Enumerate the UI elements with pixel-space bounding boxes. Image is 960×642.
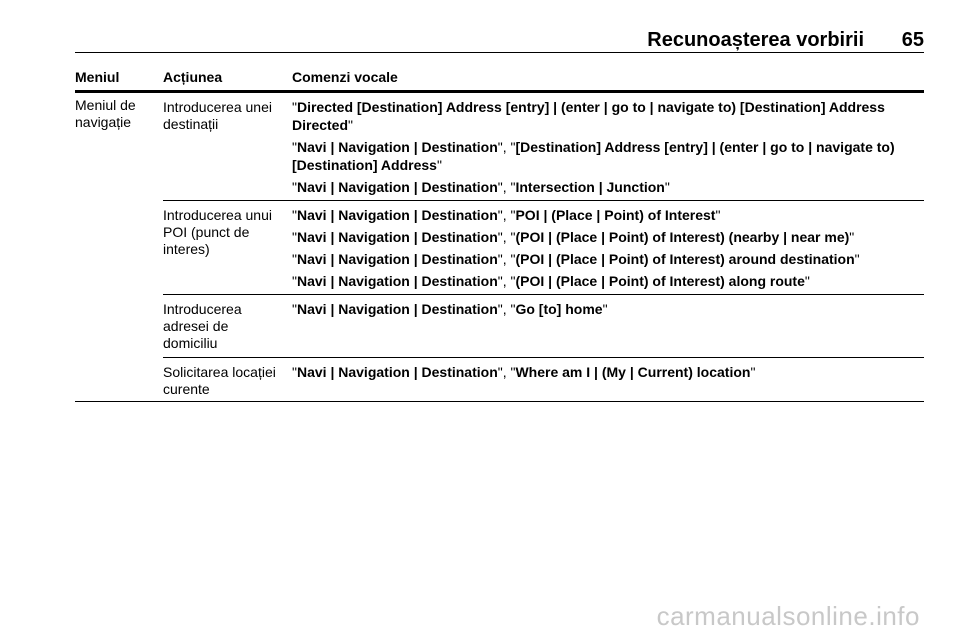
voice-command: "Navi | Navigation | Destination", "Go [to] home" [292,301,608,317]
page-header [75,28,924,53]
header-voice-commands: Comenzi vocale [292,69,398,85]
voice-command: "Directed [Destination] Address [entry] | (enter | go to | navigate to) [Destination] Address Directed" [292,99,885,133]
voice-command: "Navi | Navigation | Destination", "(POI | (Place | Point) of Interest) (nearby | near me)" [292,229,855,245]
commands-cell [292,93,924,200]
header-menu: Meniul [75,69,120,85]
action-cell: Introducerea unei destinații [163,99,272,132]
menu-cell-navigation: Meniul de navigație [75,97,136,130]
header-action: Acțiunea [163,69,223,85]
table-row [75,358,924,402]
voice-command: "Navi | Navigation | Destination", "Intersection | Junction" [292,179,670,195]
voice-command: "Navi | Navigation | Destination", "[Destination] Address [entry] | (enter | go to | navigate to) [Destination] Address" [292,139,895,173]
voice-commands-table [75,66,924,402]
page-title: Recunoașterea vorbirii [647,29,864,51]
action-cell: Introducerea adresei de domiciliu [163,301,242,351]
action-cell: Solicitarea locației curente [163,364,276,397]
table-header-row [75,66,924,93]
table-row [163,93,924,201]
voice-command: "Navi | Navigation | Destination", "Where am I | (My | Current) location" [292,364,756,380]
navigation-menu-group [75,93,924,402]
page-number: 65 [901,29,924,51]
commands-cell [292,201,924,294]
table-row [163,201,924,295]
commands-cell [292,358,924,385]
voice-command: "Navi | Navigation | Destination", "(POI | (Place | Point) of Interest) along route" [292,273,810,289]
voice-command: "Navi | Navigation | Destination", "POI | (Place | Point) of Interest" [292,207,721,223]
table-row [163,295,924,358]
voice-command: "Navi | Navigation | Destination", "(POI | (Place | Point) of Interest) around destination" [292,251,860,267]
action-cell: Introducerea unui POI (punct de interes) [163,207,272,257]
commands-cell [292,295,924,322]
watermark: carmanualsonline.info [656,601,920,631]
